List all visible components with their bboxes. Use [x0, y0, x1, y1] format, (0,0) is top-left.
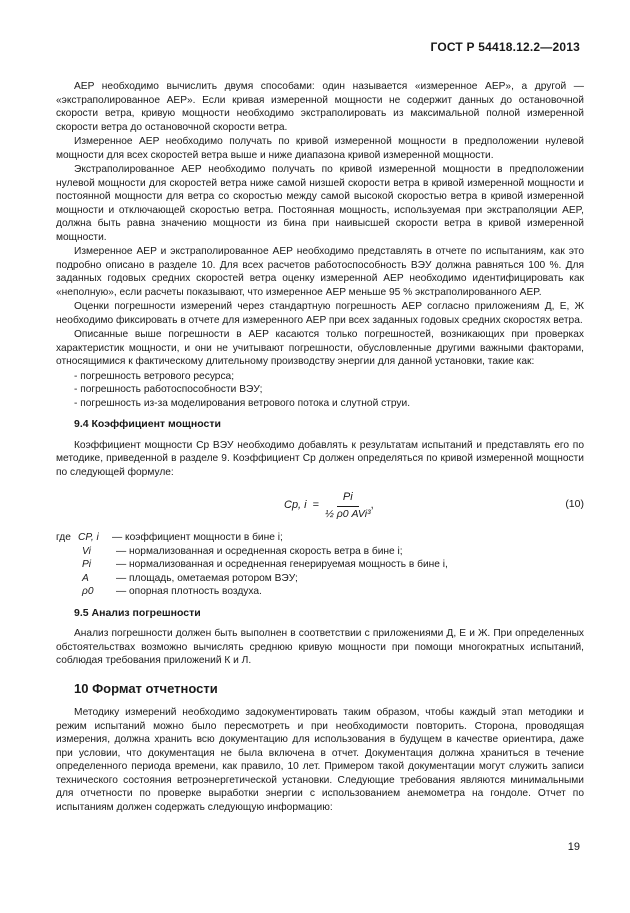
equals-sign: = — [312, 499, 320, 512]
paragraph: Методику измерений необходимо задокументировать таким образом, чтобы каждый этап методики и режим испытаний можно было пересмотреть и при необходимости повторить. Сторона, проводящая измерения, должна хранить всю документацию для использования в будущем в качестве ориентира, даже при условии, что документация не была включена в отчет. Документация должна храниться в течение определенного периода времени, как правило, 10 лет. Примером такой документации могут служить записи технического состояния ветроэнергетической установки. Следующие требования являются минимальными для отчетности по проверке выработки энергии с использованием анемометра на гондоле. Отчет по испытаниям должен содержать следующую информацию: — [56, 707, 584, 813]
legend-row — [56, 558, 584, 572]
legend-symbol: CP, i — [78, 532, 99, 543]
formula-numerator: Pi — [337, 491, 359, 507]
paragraph: Измеренное AEP и экстраполированное AEP необходимо представлять в отчете по испытаниям, как это подробно описано в разделе 10. Для всех расчетов работоспособность ВЭУ должна равняться 100 %. Для заданных годовых средних скоростей ветра оценку измеренной AEP необходимо идентифицировать как «неполную», если расчеты показывают, что измеренное AEP меньше 95 % экстраполированного AEP. — [56, 246, 584, 298]
formula-lhs: Cp, i — [284, 499, 307, 512]
legend-row — [56, 572, 584, 586]
legend-text: — нормализованная и осредненная скорость ветра в бине i; — [116, 545, 403, 557]
paragraph: Оценки погрешности измерений через стандартную погрешность AEP согласно приложениям Д, Е, Ж необходимо фиксировать в отчете для измеренного AEP при всех заданных годовых средних скоростях ветра. — [56, 301, 584, 326]
section-heading-9-4: 9.4 Коэффициент мощности — [74, 418, 221, 430]
legend-text: — нормализованная и осредненная генерируемая мощность в бине i, — [116, 559, 448, 570]
legend-symbol: Vi — [82, 545, 91, 557]
section-heading-9-5: 9.5 Анализ погрешности — [74, 606, 201, 619]
document-header: ГОСТ Р 54418.12.2—2013 — [430, 40, 580, 54]
legend-row — [56, 545, 584, 559]
equation-number: (10) — [565, 498, 584, 510]
paragraph: Описанные выше погрешности в AEP касаются только погрешностей, возникающих при проверках характеристик мощности, и они не учитывают погрешности, обусловленные другими важными факторами, относящимися к фактическому длительному производству энергии для данной установки, такие как: — [56, 329, 584, 367]
paragraph: AEP необходимо вычислить двумя способами: один называется «измеренное AEP», а другой — «экстраполированное AEP». Если кривая измеренной мощности не содержит данных до остановочной скорости ветра, кривую мощности необходимо экстраполировать из максимальной полной измеренной скорости ветра до остановочной скорости ветра. — [56, 81, 584, 133]
comma: , — [370, 499, 374, 512]
legend-symbol: ρ0 — [82, 586, 94, 597]
legend-text: — опорная плотность воздуха. — [116, 586, 262, 597]
list-item: - погрешность ветрового ресурса; — [74, 370, 235, 382]
paragraph: Экстраполированное AEP необходимо получать по кривой измеренной мощности в предположении нулевой мощности для скоростей ветра ниже самой низшей скорости ветра в кривой измеренной мощности и постоянной мощности для ветра со скоростью между самой высокой скоростью ветра в кривой измеренной мощности и отключающей скоростью ветра. Постоянная мощность, используемая при экстраполяции AEP, должна быть равна значению мощности из бина при наивысшей скорости ветра в кривой измеренной мощности. — [56, 164, 584, 243]
legend-prefix: где — [56, 532, 71, 543]
formula-denominator: ½ ρ0 AVi³ — [325, 507, 371, 520]
page-body — [56, 80, 584, 815]
section-heading-10: 10 Формат отчетности — [74, 680, 218, 696]
legend-symbol: Pi — [82, 559, 92, 570]
legend-text: — площадь, ометаемая ротором ВЭУ; — [116, 572, 298, 584]
legend-row — [56, 531, 584, 545]
formula-expression — [284, 485, 374, 527]
list-item: - погрешность из-за моделирования ветрового потока и слутной струи. — [74, 397, 411, 409]
formula-10 — [56, 485, 584, 527]
legend-text: — коэффициент мощности в бине i; — [112, 532, 283, 543]
legend-row — [56, 585, 584, 599]
page-number: 19 — [567, 841, 580, 853]
paragraph: Коэффициент мощности Cp ВЭУ необходимо добавлять к результатам испытаний и представлять его по методике, приведенной в разделе 9. Коэффициент Cp должен определяться по кривой измеренной мощности по следующей формуле: — [56, 439, 584, 478]
formula-fraction — [325, 491, 371, 521]
legend-symbol: A — [82, 572, 89, 584]
list-item: - погрешность работоспособности ВЭУ; — [74, 384, 263, 395]
paragraph: Анализ погрешности должен быть выполнен в соответствии с приложениями Д, Е и Ж. При определенных обстоятельствах возможно вычислять среднюю кривую мощности при помощи многократных испытаний, соблюдая требования приложений К и Л. — [56, 628, 584, 666]
formula-legend — [56, 531, 584, 599]
paragraph: Измеренное AEP необходимо получать по кривой измеренной мощности в предположении нулевой мощности для всех скоростей ветра выше и ниже диапазона кривой измеренной мощности. — [56, 136, 584, 161]
